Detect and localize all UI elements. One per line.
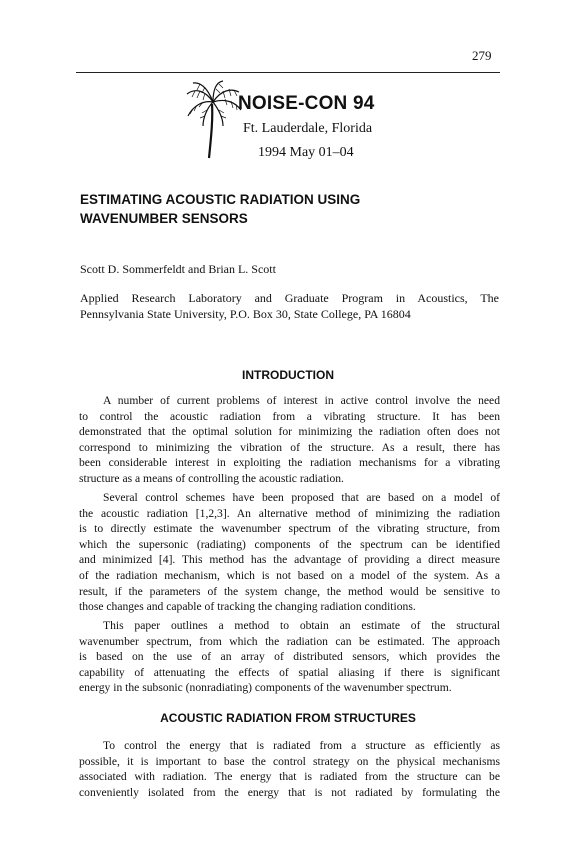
section-heading-acoustic-radiation: ACOUSTIC RADIATION FROM STRUCTURES <box>160 711 416 725</box>
conference-dates: 1994 May 01–04 <box>258 145 354 160</box>
text-line: been considerable interest in exploiting the radiation mechanisms for a vibrating <box>79 456 500 470</box>
intro-paragraph-1 <box>79 393 500 487</box>
text-line: capability of attenuating the effects of spatial aliasing if there is significant <box>79 665 500 679</box>
intro-paragraph-3 <box>79 618 500 696</box>
text-line: possible, it is important to base the control strategy on the physical mechanisms <box>79 754 500 768</box>
text-line: To control the energy that is radiated from a structure as efficiently as <box>103 739 500 752</box>
header-rule <box>76 72 500 73</box>
title-line: ESTIMATING ACOUSTIC RADIATION USING <box>80 192 361 207</box>
text-line: Several control schemes have been proposed that are based on a model of <box>103 491 500 504</box>
affiliation-line: Pennsylvania State University, P.O. Box 30, State College, PA 16804 <box>80 307 411 321</box>
paper-title <box>80 190 500 228</box>
section-heading-introduction: INTRODUCTION <box>242 368 334 382</box>
text-line: result, if the parameters of the system change, the method would be sensitive to <box>79 584 500 598</box>
text-line: This paper outlines a method to obtain an estimate of the structural <box>103 619 500 632</box>
author-affiliation <box>80 290 499 322</box>
text-line: of the radiation mechanism, which is not based on a model of the system. As a <box>79 568 500 582</box>
intro-paragraph-2 <box>79 490 500 615</box>
text-line: those changes and capable of tracking the changing radiation conditions. <box>79 600 416 614</box>
text-line: is to directly estimate the wavenumber spectrum of the vibrating structure, from <box>79 522 500 536</box>
affiliation-line: Applied Research Laboratory and Graduate Program in Acoustics, The <box>80 291 499 305</box>
text-line: is based on the use of an array of distributed sensors, which provides the <box>79 650 500 664</box>
text-line: which the supersonic (radiating) components of the spectrum can be identified <box>79 537 500 551</box>
text-line: correspond to minimizing the vibration of the structure. As a result, there has <box>79 440 500 454</box>
title-line: WAVENUMBER SENSORS <box>80 211 248 226</box>
text-line: associated with radiation. The energy that is radiated from the structure can be <box>79 770 500 784</box>
conference-location: Ft. Lauderdale, Florida <box>243 121 373 136</box>
text-line: structure as a means of controlling the acoustic radiation. <box>79 471 344 485</box>
palm-tree-logo <box>185 80 243 160</box>
text-line: energy in the subsonic (nonradiating) components of the wavenumber spectrum. <box>79 681 452 695</box>
text-line: demonstrated that the optimal solution for minimizing the radiation often does not <box>79 425 500 439</box>
text-line: conveniently isolated from the energy that is not radiated by formulating the <box>79 785 500 799</box>
text-line: and minimized [4]. This method has the advantage of providing a direct measure <box>79 553 500 567</box>
conference-name: NOISE-CON 94 <box>238 93 375 114</box>
text-line: to control the acoustic radiation from a vibrating structure. It has been <box>79 409 500 423</box>
text-line: the acoustic radiation [1,2,3]. An alternative method of minimizing the radiation <box>79 506 500 520</box>
acoustic-paragraph-1 <box>79 738 500 800</box>
page-number: 279 <box>472 48 492 63</box>
text-line: wavenumber spectrum, from which the radiation can be estimated. The approach <box>79 634 500 648</box>
paper-authors: Scott D. Sommerfeldt and Brian L. Scott <box>80 262 276 276</box>
text-line: A number of current problems of interest in active control involve the need <box>103 394 500 407</box>
